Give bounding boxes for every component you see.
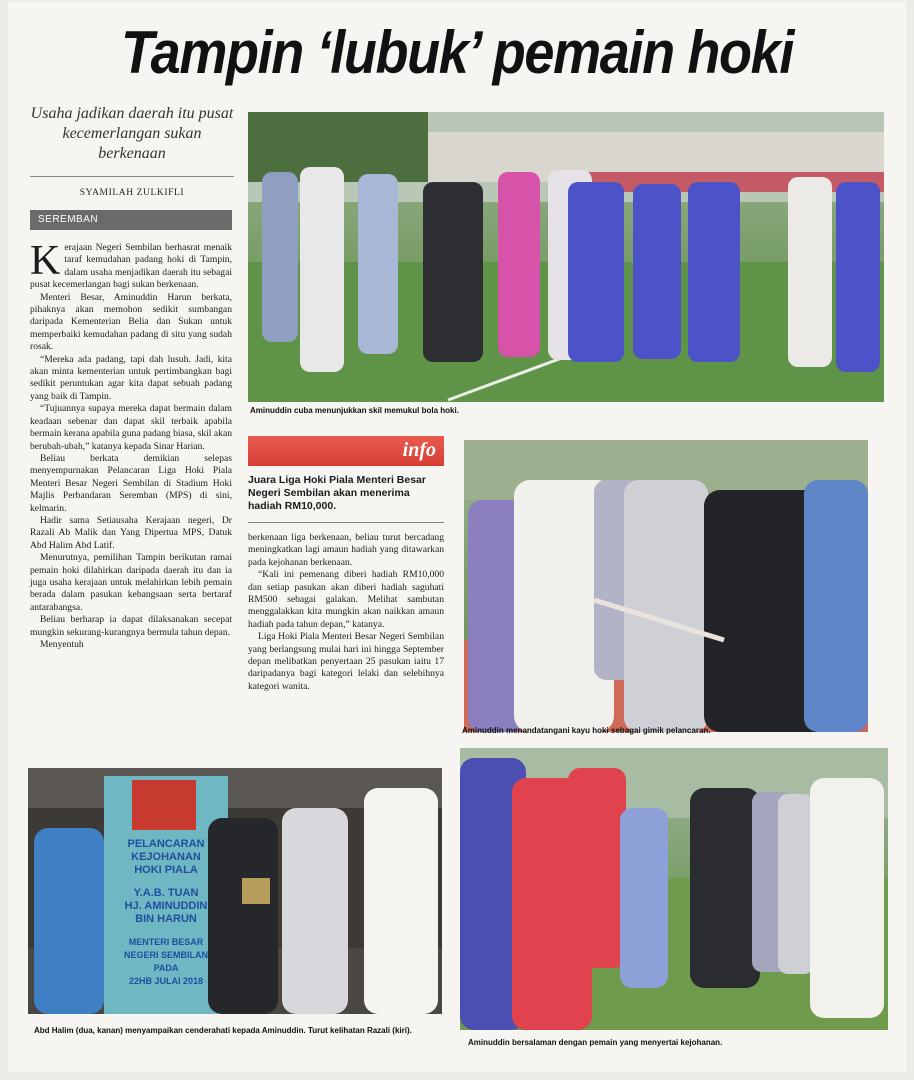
banner-line: KEJOHANAN xyxy=(131,851,201,863)
banner-line: PELANCARAN xyxy=(127,838,205,850)
banner-line: HOKI PIALA xyxy=(134,864,198,876)
photo-souvenir xyxy=(28,768,442,1014)
banner-line: MENTERI BESAR xyxy=(128,937,204,947)
paragraph: Menyentuh xyxy=(40,639,84,650)
banner-line: BIN HARUN xyxy=(135,913,197,925)
paragraph: Liga Hoki Piala Menteri Besar Negeri Sembilan yang berlangsung mulai hari ini hingga September depan melibatkan penyertaan 25 pasukan iaitu 17 daripadanya bagi kategori lelaki dan selebihnya kategori wanita. xyxy=(248,631,444,692)
photo-illustration xyxy=(460,748,888,1030)
paragraph: Beliau berkata demikian selepas menyempurnakan Pelancaran Liga Hoki Piala Menteri Besar Negeri Sembilan di Stadium Hoki Majlis Perbandaran Seremban (MPS) di sini, kelmarin. xyxy=(30,452,232,514)
paragraph: berkenaan liga berkenaan, beliau turut bercadang meningkatkan lagi amaun hadiah yang ditawarkan pada kejohanan berkenaan. xyxy=(248,532,444,568)
photo-illustration xyxy=(464,440,868,732)
paragraph: Beliau berharap ia dapat dilaksanakan secepat mungkin sekurang-kurangnya bermula tahun depan. xyxy=(30,614,232,638)
info-tag: info xyxy=(402,439,436,461)
info-text: Juara Liga Hoki Piala Menteri Besar Negeri Sembilan akan menerima hadiah RM10,000. xyxy=(248,474,426,512)
headline: Tampin ‘lubuk’ pemain hoki xyxy=(121,19,793,86)
paragraph: Menurutnya, pemilihan Tampin berikutan ramai pemain hoki dilahirkan daripada daerah itu dan ia juga usaha kerajaan untuk melahirkan lebih pemain berada dalam pasukan kebangsaan serta bertaraf antarabangsa. xyxy=(30,552,232,613)
paragraph: “Mereka ada padang, tapi dah lusuh. Jadi, kita akan minta kementerian untuk pertimbangkan bagi sedikit peruntukan agar kita dapat sebuah padang yang baik di Tampin. xyxy=(30,353,232,402)
banner-line: PADA xyxy=(153,963,179,973)
paragraph: erajaan Negeri Sembilan berhasrat menaik taraf kemudahan padang hoki di Tampin, dalam usaha menjadikan daerah itu sebagai pusat kecemerlangan bagi sukan berkenaan. xyxy=(30,242,232,291)
photo-hockey-demo xyxy=(248,112,884,402)
banner-text xyxy=(106,838,226,988)
paragraph: “Kali ini pemenang diberi hadiah RM10,000 dan setiap pasukan akan diberi hadiah saguhati RM500 sebagai galakan. Melihat sambutan menggalakkan kita mungkin akan naikkan amaun hadiah pada tahun depan,” katanya. xyxy=(248,569,444,630)
paragraph: Hadir sama Setiausaha Kerajaan negeri, Dr Razali Ab Malik dan Yang Dipertua MPS, Datuk Abd Halim Abd Latif. xyxy=(30,514,232,551)
byline: SYAMILAH ZULKIFLI xyxy=(79,188,185,198)
article-column-1 xyxy=(30,238,232,651)
banner-line: Y.A.B. TUAN xyxy=(133,887,199,899)
photo-caption: Aminuddin menandatangani kayu hoki sebagai gimik pelancaran. xyxy=(462,726,711,735)
photo-caption: Aminuddin bersalaman dengan pemain yang menyertai kejohanan. xyxy=(468,1038,723,1047)
paragraph: “Tujuannya supaya mereka dapat bermain dalam keadaan sebenar dan dapat skil terbaik apabila bermain kerana apabila guna padang biasa, skil akan berubah-ubah,” katanya kepada Sinar Harian. xyxy=(30,403,232,452)
drop-cap: K xyxy=(30,238,61,284)
article-column-2 xyxy=(248,532,444,693)
photo-illustration xyxy=(248,112,884,402)
photo-caption: Abd Halim (dua, kanan) menyampaikan cenderahati kepada Aminuddin. Turut kelihatan Razali (kiri). xyxy=(34,1026,412,1035)
photo-caption: Aminuddin cuba menunjukkan skil memukul bola hoki. xyxy=(250,406,459,415)
info-bar xyxy=(248,436,444,466)
location-bar: SEREMBAN xyxy=(30,210,232,230)
divider xyxy=(30,176,234,177)
banner-line: 22HB JULAI 2018 xyxy=(128,976,204,986)
photo-signing xyxy=(464,440,868,732)
photo-illustration xyxy=(28,768,442,1014)
subheadline: Usaha jadikan daerah itu pusat kecemerlangan sukan berkenaan xyxy=(30,105,234,162)
banner-line: NEGERI SEMBILAN xyxy=(123,950,208,960)
banner-line: HJ. AMINUDDIN xyxy=(124,900,208,912)
paragraph: Menteri Besar, Aminuddin Harun berkata, pihaknya akan memohon sedikit sumbangan daripada Kementerian Belia dan Sukan untuk memperbaiki kemudahan padang di situ yang sudah rosak. xyxy=(30,291,232,353)
divider xyxy=(248,522,444,523)
photo-handshake xyxy=(460,748,888,1030)
